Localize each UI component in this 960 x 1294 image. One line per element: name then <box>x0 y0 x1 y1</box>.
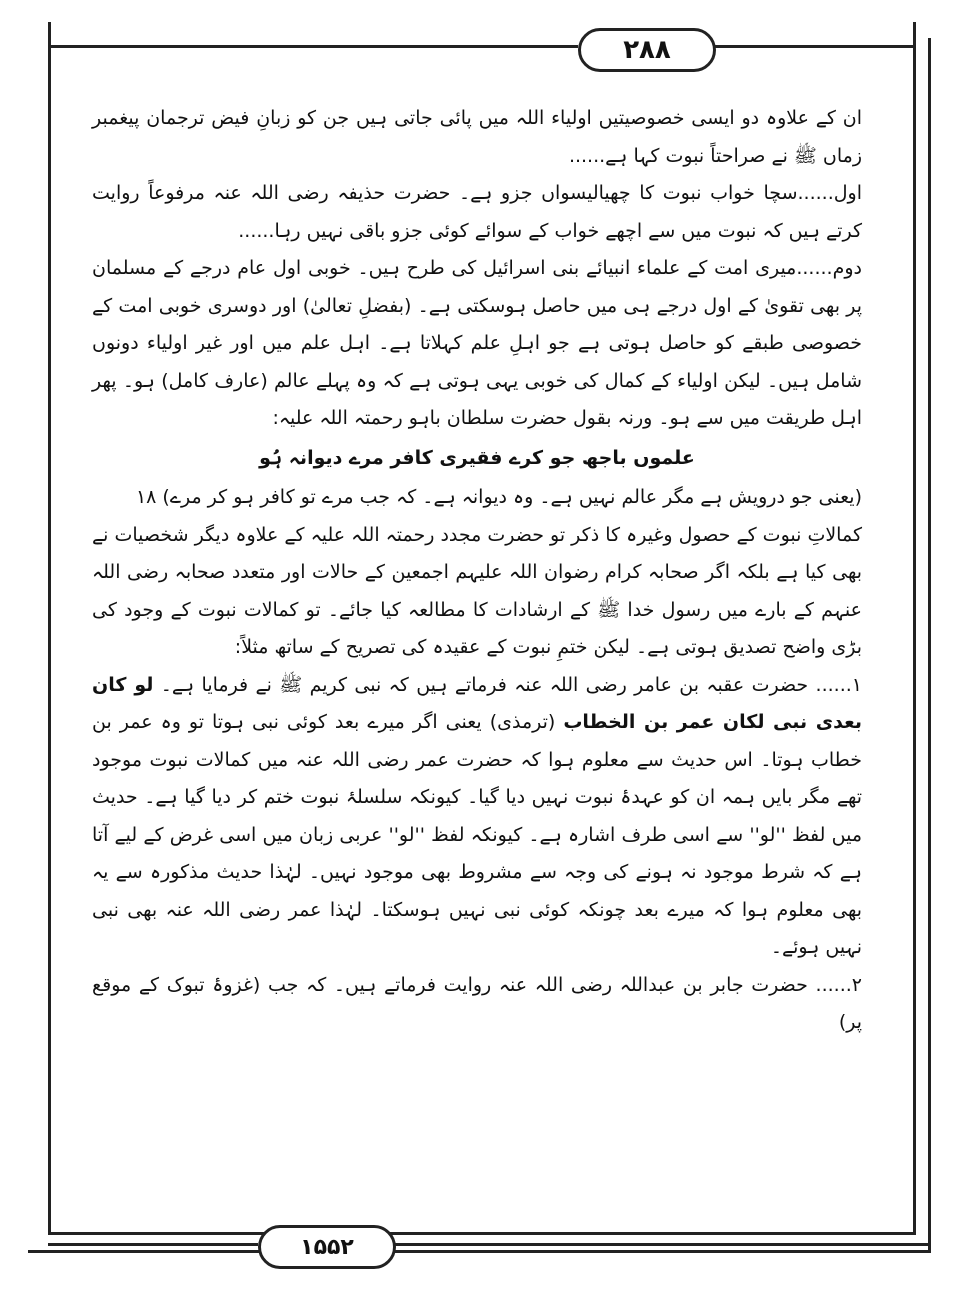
frame-top-line-left <box>48 45 578 48</box>
list-item-1-text-b: (ترمذی) یعنی اگر میرے بعد کوئی نبی ہوتا تو وہ عمر بن خطاب ہوتا۔ اس حدیث سے معلوم ہوا کہ حضرت عمر رضی اللہ عنہ میں کمالات نبوت موجود تھے مگر بایں ہمہ ان کو عہدۂ نبوت نہیں دیا گیا۔ کیونکہ سلسلۂ نبوت ختم کر دیا گیا ہے۔ حدیث میں لفظ ''لو'' سے اسی طرف اشارہ ہے۔ کیونکہ لفظ ''لو'' عربی زبان میں اسی غرض کے لیے آتا ہے کہ شرط موجود نہ ہونے کی وجہ سے مشروط بھی موجود نہیں۔ لہٰذا حدیث مذکورہ سے یہ بھی معلوم ہوا کہ میرے بعد چونکہ کوئی نبی نہیں ہوسکتا۔ لہٰذا عمر رضی اللہ عنہ بھی نبی نہیں ہوئے۔ <box>92 711 862 958</box>
paragraph-first: اول......سچا خواب نبوت کا چھیالیسواں جزو ہے۔ حضرت حذیفہ رضی اللہ عنہ مرفوعاً روایت کرتے ہیں کہ نبوت میں سے اچھے خواب کے سوائے کوئی جزو باقی نہیں رہا...... <box>92 182 862 242</box>
list-item-1 <box>92 667 862 967</box>
page-number-bottom <box>258 1225 396 1269</box>
verse-line: علموں باجھ جو کرے فقیری کافر مرے دیوانہ ہُو <box>259 446 695 469</box>
verse-translation: (یعنی جو درویش ہے مگر عالم نہیں ہے۔ وہ دیوانہ ہے۔ کہ جب مرے تو کافر ہو کر مرے) ۱۸ <box>135 486 862 508</box>
list-item-1-text-a: ۱...... حضرت عقبہ بن عامر رضی اللہ عنہ فرماتے ہیں کہ نبی کریم ﷺ نے فرمایا ہے۔ <box>160 673 862 696</box>
paragraph-second: دوم......میری امت کے علماء انبیائے بنی اسرائیل کی طرح ہیں۔ خوبی اول عام درجے کے مسلمان پر بھی تقویٰ کے اول درجے ہی میں حاصل ہوسکتی ہے۔ (بفضلِ تعالیٰ) اور دوسری خوبی امت کے خصوصی طبقے کو حاصل ہوتی ہے جو اہلِ علم کہلاتا ہے۔ اہل علم میں اور غیر اولیاء دونوں شامل ہیں۔ لیکن اولیاء کے کمال کی خوبی یہی ہوتی ہے کہ وہ پہلے عالم (عارف کامل) ہو۔ پھر اہل طریقت میں سے ہو۔ ورنہ بقول حضرت سلطان باہو رحمتہ اللہ علیہ: <box>92 257 862 429</box>
frame-top-line-right <box>710 45 913 48</box>
hadith-arabic-text: لو کان بعدی نبی لکان عمر بن الخطاب <box>92 673 862 733</box>
paragraph-intro: ان کے علاوہ دو ایسی خصوصیتیں اولیاء اللہ میں پائی جاتی ہیں جن کو زبانِ فیض ترجمان پیغمبر زماں ﷺ نے صراحتاً نبوت کہا ہے...... <box>92 107 862 167</box>
frame-bottom-line-right <box>390 1243 930 1246</box>
list-item-2: ۲...... حضرت جابر بن عبداللہ رضی اللہ عنہ روایت فرماتے ہیں۔ کہ جب (غزوۂ تبوک کے موقع پر) <box>92 973 862 1033</box>
page-body <box>92 100 862 1042</box>
page-number-bottom-text: ۱۵۵۲ <box>300 1234 354 1260</box>
paragraph-kamalat: کمالاتِ نبوت کے حصول وغیرہ کا ذکر تو حضرت مجدد رحمتہ اللہ علیہ کے علاوہ دیگر شخصیات نے بھی کیا ہے بلکہ اگر صحابہ کرام رضوان اللہ علیہم اجمعین کے حالات اور متعدد صحابہ رضی اللہ عنہم کے بارے میں رسول خدا ﷺ کے ارشادات کا مطالعہ کیا جائے۔ تو کمالات نبوت کے وجود کی بڑی واضح تصدیق ہوتی ہے۔ لیکن ختمِ نبوت کے عقیدہ کی تصریح کے ساتھ مثلاً: <box>92 523 862 658</box>
page-number-top <box>578 28 716 72</box>
frame-bottom-line-left <box>48 1243 258 1246</box>
page-number-top-text: ۲۸۸ <box>623 35 671 65</box>
